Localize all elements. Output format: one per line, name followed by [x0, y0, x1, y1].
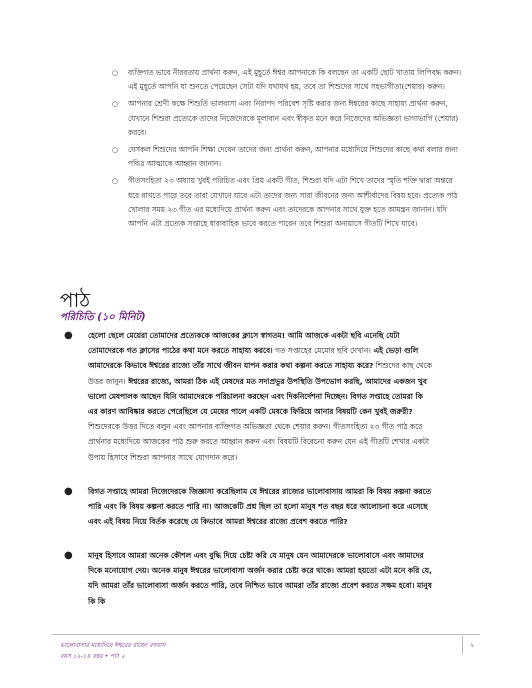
list-item-bold-text: মানুষ হিসাবে আমরা অনেক কৌশল এবং বুদ্ধি দিয়ে চেষ্টা করি যে মানুষ যেন আমাদেরকে ভালোবাসে এবং আমাদের দিকে মনোযোগ দেয়। অনেক মানুষ ঈশ্বরের ভালোবাসা অর্জন করার চেষ্টা করে থাকে। আমরা হয়তো এটা মনে করি যে, যদি আমরা তাঁর ভালোবাসা অর্জন করতে পারি, তবে নিশ্চিত ভাবে আমরা তাঁর রাজ্যে প্রবেশ করতে সক্ষম হবো। মানুষ কি কি [88, 551, 432, 606]
list-item-bold-text: ঈশ্বরের রাজ্যে, আমরা ঠিক এই মেষদের মত সদাপ্রভুর উপস্থিতি উপভোগ করছি, আমাদের একজন খুব ভালো মেষপালক আছেন যিনি আমাদেরকে পরিচালনা করছেন এবং দিকনির্দেশনা দিচ্ছেন। বিগত সপ্তাহে তোমরা কি এর কারণ আবিষ্কার করতে পেরেছিলে যে মেষের পালে একটি মেষকে ফিরিয়ে আনার বিষয়টি কেন খুবই জরুরী? [88, 376, 427, 417]
list-item [112, 174, 462, 231]
intro-heading: পরিচিতি (১০ মিনিট) [60, 312, 146, 323]
lesson-heading: পাঠ [60, 288, 91, 312]
list-item [62, 548, 434, 609]
list-item [112, 143, 462, 171]
preparation-list [112, 66, 462, 234]
footer-separator [462, 636, 463, 654]
bullet-icon: ● [64, 330, 73, 341]
circle-bullet-icon: ○ [112, 69, 119, 77]
circle-bullet-icon: ○ [112, 100, 119, 109]
list-item [112, 66, 462, 94]
bullet-icon: ● [64, 550, 73, 561]
list-item-text: ব্যক্তিগত ভাবে নীরবতায় প্রার্থনা করুন, এই মুহূর্তে ঈশ্বর আপনাকে কি বলছেন তা একটি ছোট খাতায় লিপিবদ্ধ করুন। এই মুহূর্তে আপনি যা শুনতে পেয়েছেন সেটা যদি যথাযথ হয়, তবে তা শিশুদের সাথে সহভাগীতা(শেয়ার) করুন। [128, 68, 461, 92]
list-item-text: গত সপ্তাহের মেমোর ছবি দেখান। [272, 346, 371, 356]
intro-list [62, 328, 434, 465]
list-item [62, 328, 434, 465]
bullet-icon: ● [64, 486, 73, 497]
page-number: ২ [470, 641, 475, 649]
intro-list-3 [62, 548, 434, 609]
footer-title: ভালোবাসার মধ্যেদিয়ে ঈশ্বরের রাজ্যে বসবাস [60, 642, 166, 649]
footer-divider [52, 634, 480, 635]
footer-info [60, 640, 165, 662]
list-item-bold-text: বিগত সপ্তাহে আমরা নিজেদেরকে জিজ্ঞাসা করেছিলাম যে ঈশ্বরের রাজ্যের ভালোবাসায় আমরা কি বিষয় কল্পনা করতে পারি এবং কি বিষয় কল্পনা করতে পারি না। আজকেটি প্রশ্ন ছিল তা হলো মানুষ শত বছর ধরে আলোচনা করে এসেছে এবং এই বিষয় নিয়ে বির্তক করেছে যে কিভাবে আমরা ঈশ্বরের রাজ্যে প্রবেশ করতে পারি? [88, 487, 432, 527]
list-item-text: গীতসংহিতা ২৩ অধ্যায় খুবই পরিচিত এবং প্রিয় একটি গীত, শিশুরা যদি এটা শিখে তাদের স্মৃতি শক্তি দ্বারা অন্তরে ধরে রাখতে পারে তবে তারা যেখানে যাবে এটা তাদের জন্য সারা জীবনের জন্য আশীর্বাদের বিষয় হবে। প্রত্যেক পাঠ খোলার সময় ২৩ গীত এর মধ্যেদিয়ে প্রার্থনা করুন এবং তাদেরকে আপনার সাথে যুক্ত হতে আমন্ত্রন জানান। যদি আপনি এটা প্রত্যেক সপ্তাহে ধারাবাহিক ভাবে করতে পারেন তবে শিশুরা অনায়াসে গীতটি শিখে যাবে। [128, 176, 458, 229]
list-item-text: আপনার শ্রেণী কক্ষে শিশুর্তি ভালবাসা এবং নিরাপদ পরিবেশ সৃষ্টি করার জন্য ঈশ্বরের কাছে সাহায্য প্রার্থনা করুন, যেখানে শিশুরা প্রত্যেকে তাদের নিজেদেরকে মূল্যবান এবং স্বীকৃত মনে করে নিজেদের অভিজ্ঞতা ভাগাভাগি (শেয়ার) করবে। [128, 99, 459, 137]
list-item-text: যেসকল শিশুদের আপনি শিক্ষা দেবেন তাদের জন্য প্রার্থনা করুন, আপনার মধ্যেদিয়ে শিশুদের কাছে কথা বলার জন্য পবিত্র আত্মাকে আহ্বান জানান। [128, 145, 458, 169]
list-item-bold-text: এই ভেড়া গুলি আমাদেরকে কিভাবে ঈশ্বরের রাজ্যে তাঁর সাথে জীবন যাপন করার কথা কল্পনা করতে সাহায্য করে? [88, 346, 419, 371]
list-item [112, 97, 462, 140]
list-item-text: শিশুদেরকে উত্তর দিতে বলুন এবং আপনার ব্যক্তিগত অভিজ্ঞতা থেকে শেয়ার করুন। গীতসংহিতা ২৩ গীত পাঠ করে প্রার্থনার মধ্যেদিয়ে আজকের পাঠ শুরু করতে আহ্বান করুন এবং বিষয়টি বিবেচনা করুন যেন এই গীতটি শেখার একটা উপায় হিসাবে শিশুরা আপনার সাথে যোগদান করে। [88, 422, 429, 462]
circle-bullet-icon: ○ [112, 146, 119, 155]
circle-bullet-icon: ○ [112, 177, 119, 186]
list-item-text: শিশুদের কাছ থেকে উত্তর জানুন। [88, 361, 432, 386]
list-item-bold-text: হেলো ছেলে মেয়েরা তোমাদের প্রত্যেককে আজকের ক্লাসে স্বাগতম! আমি আজকে একটা ছবি এনেছি যেটা তোমাদেরকে গত ক্লাসের পাঠের কথা মনে করতে সাহায্য করবে। [88, 331, 400, 356]
footer-subtitle: বয়স ১২-১৪ বছর • পাঠ ২ [60, 653, 125, 660]
intro-list-2 [62, 484, 434, 530]
list-item [62, 484, 434, 530]
